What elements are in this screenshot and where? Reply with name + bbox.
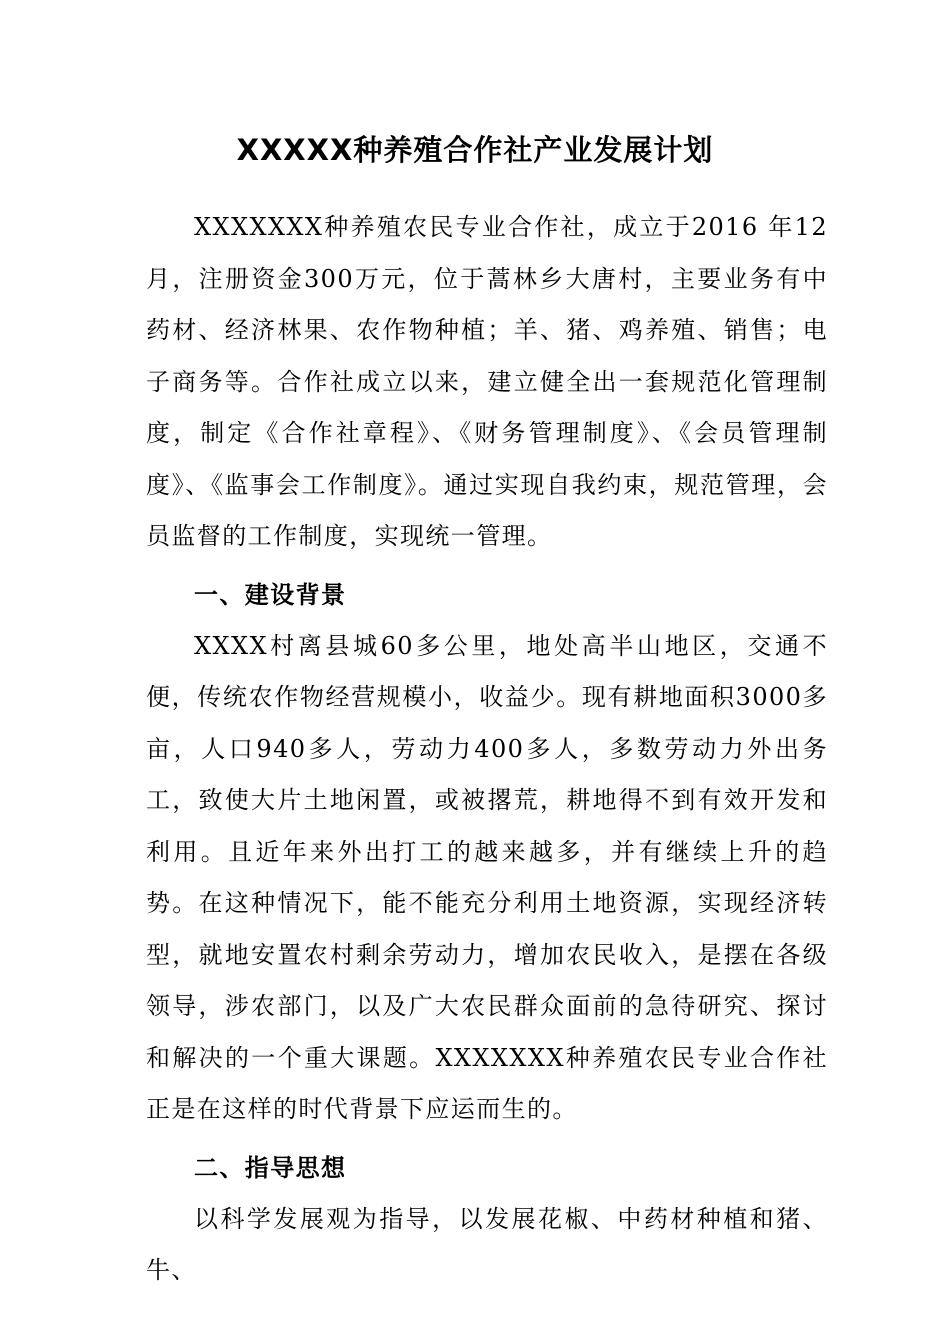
section-heading-background: 一、建设背景 xyxy=(194,580,347,609)
background-paragraph: XXXX村离县城60多公里，地处高半山地区，交通不便，传统农作物经营规模小，收益少。现有耕地面积3000多亩，人口940多人，劳动力400多人，多数劳动力外出务工，致使大片土地闲置，或被撂荒，耕地得不到有效开发和利用。且近年来外出打工的越来越多，并有继续上升的趋势。在这种情况下，能不能充分利用土地资源，实现经济转型，就地安置农村剩余劳动力，增加农民收入，是摆在各级领导，涉农部门，以及广大农民群众面前的急待研究、探讨和解决的一个重大课题。XXXXXXX种养殖农民专业合作社正是在这样的时代背景下应运而生的。 xyxy=(146,631,828,1123)
document-title: XXXXX种养殖合作社产业发展计划 xyxy=(236,133,714,167)
section-heading-guiding-ideology: 二、指导思想 xyxy=(194,1153,347,1182)
guiding-ideology-paragraph: 以科学发展观为指导，以发展花椒、中药材种植和猪、牛、 xyxy=(146,1204,828,1284)
document-body xyxy=(146,202,828,1297)
intro-paragraph: XXXXXXX种养殖农民专业合作社，成立于2016 年12月，注册资金300万元，位于蒿林乡大唐村，主要业务有中药材、经济林果、农作物种植；羊、猪、鸡养殖、销售；电子商务等。合作社成立以来，建立健全出一套规范化管理制度，制定《合作社章程》、《财务管理制度》、《会员管理制度》、《监事会工作制度》。通过实现自我约束，规范管理，会员监督的工作制度，实现统一管理。 xyxy=(146,213,828,550)
